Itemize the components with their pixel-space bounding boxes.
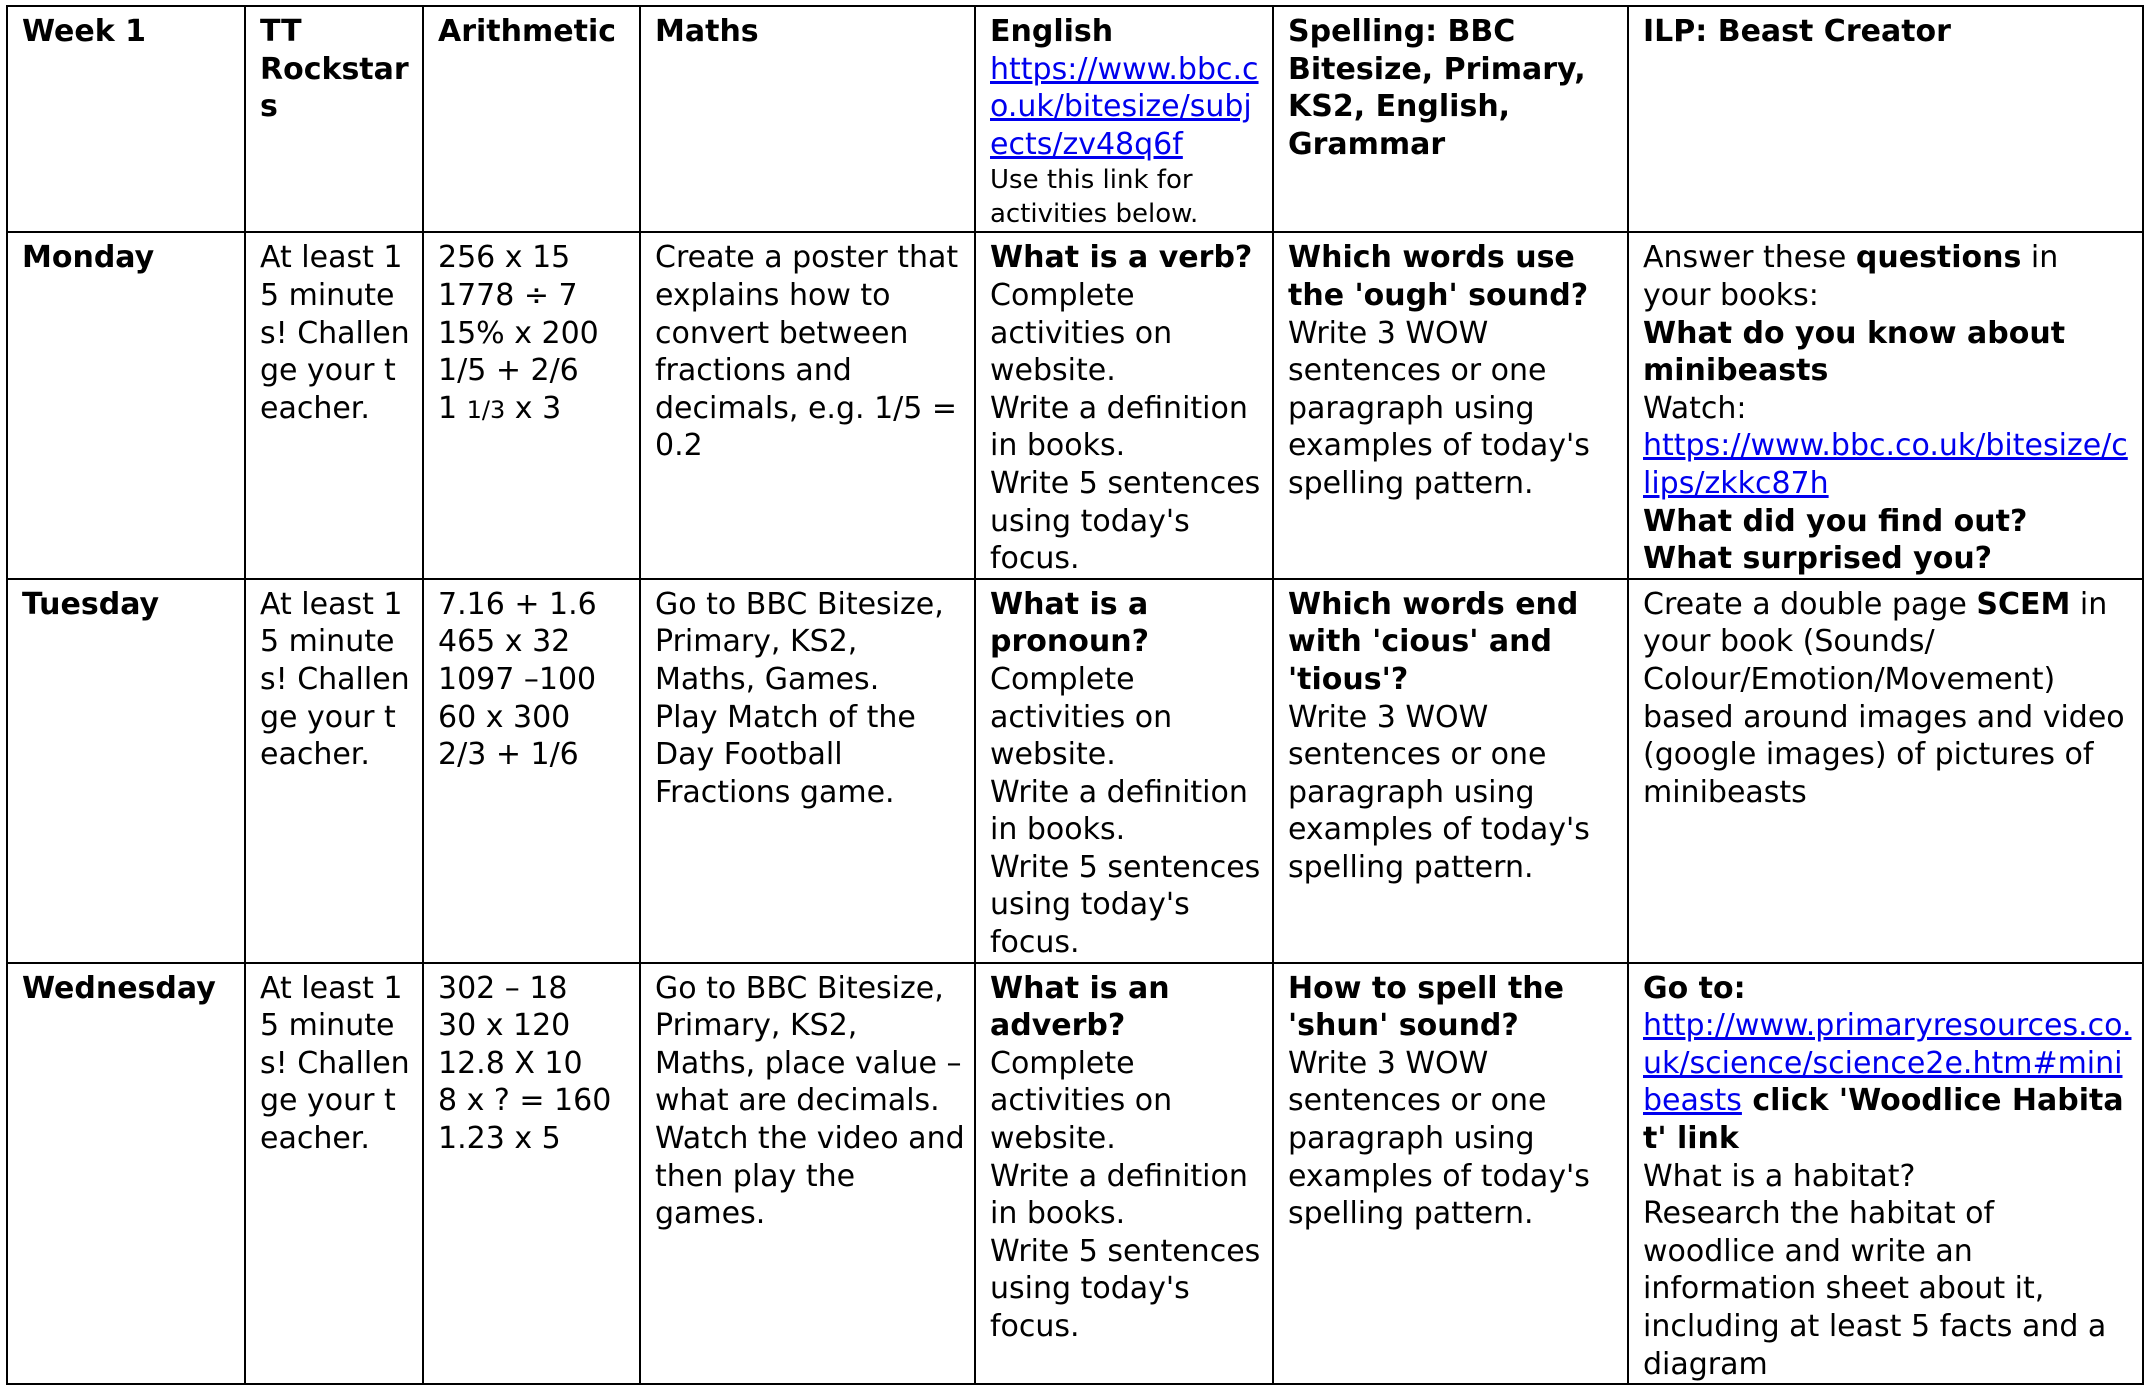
header-arithmetic	[423, 6, 640, 232]
monday-tt-cell	[245, 232, 423, 578]
spelling-question: Which words end with 'cious' and 'tious'?	[1288, 586, 1579, 697]
monday-spelling-cell	[1273, 232, 1628, 578]
tuesday-ilp-cell	[1628, 579, 2143, 963]
ilp-intro	[1643, 239, 2134, 314]
ilp-task-c: in your book (Sounds/ Colour/Emotion/Movement) based around images and video (google images) of pictures of minibeasts	[1643, 586, 2125, 810]
arithmetic-item: 30 x 120	[438, 1008, 571, 1044]
ilp-bitesize-clip-link[interactable]: https://www.bbc.co.uk/bitesize/clips/zkkc87h	[1643, 428, 2128, 501]
arithmetic-item: 1778 ÷ 7	[438, 277, 578, 313]
arithmetic-item: 465 x 32	[438, 624, 571, 660]
ilp-intro-c: in your books:	[1643, 240, 2059, 313]
arithmetic-item: 256 x 15	[438, 240, 571, 276]
ilp-task: Research the habitat of woodlice and write an information sheet about it, including at least 5 facts and a diagram	[1643, 1196, 2107, 1382]
spelling-question: How to spell the 'shun' sound?	[1288, 970, 1565, 1044]
wednesday-maths-cell	[640, 963, 975, 1385]
wednesday-tt-cell	[245, 963, 423, 1385]
spelling-task: Write 3 WOW sentences or one paragraph using examples of today's spelling pattern.	[1288, 315, 1590, 501]
spelling-question: Which words use the 'ough' sound?	[1288, 240, 1589, 313]
wednesday-day-cell	[7, 963, 245, 1385]
wednesday-tt-text: At least 15 minutes! Challenge your teacher.	[260, 970, 410, 1157]
english-task: Write a definition in books.	[990, 774, 1248, 848]
wednesday-english-cell	[975, 963, 1273, 1385]
monday-row	[7, 232, 2143, 578]
tuesday-arithmetic-cell	[423, 579, 640, 963]
maths-task: Go to BBC Bitesize, Primary, KS2, Maths, Games.	[655, 586, 944, 697]
arithmetic-item: 302 – 18	[438, 970, 568, 1006]
ilp-question: What did you find out?	[1643, 503, 2028, 539]
ilp-watch-label: Watch:	[1643, 390, 1747, 426]
ilp-question: What do you know about minibeasts	[1643, 315, 2066, 389]
header-maths	[640, 6, 975, 232]
english-task: Write 5 sentences using today's focus.	[990, 465, 1261, 577]
maths-task: Go to BBC Bitesize, Primary, KS2, Maths, place value – what are decimals.	[655, 970, 962, 1119]
tuesday-row	[7, 579, 2143, 963]
ilp-intro-bold: questions	[1855, 240, 2022, 276]
ilp-question: What is a habitat?	[1643, 1158, 1916, 1194]
arithmetic-item	[438, 390, 631, 430]
english-task: Write a definition in books.	[990, 1158, 1248, 1232]
ilp-question: What surprised you?	[1643, 541, 1993, 577]
arithmetic-item: 1097 –100	[438, 661, 597, 697]
ilp-task-scem: SCEM	[1976, 586, 2071, 622]
ilp-click-instruction: click 'Woodlice Habitat' link	[1643, 1083, 2124, 1157]
wednesday-spelling-cell	[1273, 963, 1628, 1385]
monday-maths-text: Create a poster that explains how to convert between fractions and decimals, e.g. 1/5 = 0.2	[655, 240, 959, 464]
header-english	[975, 6, 1273, 232]
header-tt	[245, 6, 423, 232]
mixed-number-op: x 3	[505, 390, 562, 426]
english-task: Complete activities on website.	[990, 1045, 1173, 1157]
wednesday-row	[7, 963, 2143, 1385]
monday-english-cell	[975, 232, 1273, 578]
tuesday-tt-text: At least 15 minutes! Challenge your teacher.	[260, 586, 410, 773]
arithmetic-item: 15% x 200	[438, 315, 599, 351]
arithmetic-item: 2/3 + 1/6	[438, 737, 579, 773]
tuesday-tt-cell	[245, 579, 423, 963]
header-spelling	[1273, 6, 1628, 232]
ilp-goto-label: Go to:	[1643, 970, 1746, 1006]
english-question: What is a pronoun?	[990, 586, 1149, 660]
maths-task: Watch the video and then play the games.	[655, 1121, 965, 1232]
english-question: What is a verb?	[990, 240, 1253, 276]
monday-tt-text: At least 15 minutes! Challenge your teacher.	[260, 240, 410, 426]
arithmetic-item: 12.8 X 10	[438, 1045, 583, 1081]
primary-resources-link[interactable]: http://www.primaryresources.co.uk/science/science2e.htm#minibeasts	[1643, 1008, 2132, 1119]
english-task: Write a definition in books.	[990, 390, 1248, 464]
monday-maths-cell	[640, 232, 975, 578]
english-task: Write 5 sentences using today's focus.	[990, 849, 1261, 961]
day-label-monday: Monday	[22, 240, 155, 276]
english-task: Complete activities on website.	[990, 661, 1173, 773]
header-week	[7, 6, 245, 232]
wednesday-arithmetic-cell	[423, 963, 640, 1385]
tuesday-day-cell	[7, 579, 245, 963]
spelling-task: Write 3 WOW sentences or one paragraph using examples of today's spelling pattern.	[1288, 699, 1590, 885]
arithmetic-item: 1.23 x 5	[438, 1121, 561, 1157]
wednesday-ilp-cell	[1628, 963, 2143, 1385]
ilp-link-line	[1643, 1007, 2134, 1157]
english-link-note: Use this link for activities below.	[990, 165, 1199, 230]
monday-arithmetic-cell	[423, 232, 640, 578]
ilp-intro-a: Answer these	[1643, 240, 1856, 276]
maths-task: Play Match of the Day Football Fractions game.	[655, 699, 916, 810]
tt-rockstars-heading: TT Rockstars	[260, 14, 409, 125]
ilp-heading: ILP: Beast Creator	[1643, 14, 1951, 49]
weekly-plan-table	[6, 5, 2144, 1385]
day-label-wednesday: Wednesday	[22, 970, 216, 1006]
day-label-tuesday: Tuesday	[22, 586, 160, 622]
arithmetic-item: 1/5 + 2/6	[438, 353, 579, 389]
arithmetic-item: 8 x ? = 160	[438, 1083, 612, 1119]
tuesday-maths-cell	[640, 579, 975, 963]
english-heading: English	[990, 14, 1114, 49]
tuesday-english-cell	[975, 579, 1273, 963]
arithmetic-item: 60 x 300	[438, 699, 571, 735]
header-row	[7, 6, 2143, 232]
ilp-task-a: Create a double page	[1643, 586, 1977, 622]
maths-heading: Maths	[655, 14, 759, 49]
monday-ilp-cell	[1628, 232, 2143, 578]
week-label: Week 1	[22, 14, 146, 49]
spelling-task: Write 3 WOW sentences or one paragraph using examples of today's spelling pattern.	[1288, 1045, 1590, 1232]
arithmetic-item: 7.16 + 1.6	[438, 586, 597, 622]
header-ilp	[1628, 6, 2143, 232]
tuesday-spelling-cell	[1273, 579, 1628, 963]
english-bitesize-link[interactable]: https://www.bbc.co.uk/bitesize/subjects/zv48q6f	[990, 51, 1259, 162]
english-task: Write 5 sentences using today's focus.	[990, 1233, 1261, 1344]
spelling-heading: Spelling: BBC Bitesize, Primary, KS2, English, Grammar	[1288, 14, 1586, 162]
arithmetic-heading: Arithmetic	[438, 14, 617, 49]
mixed-number-fraction: 1/3	[466, 395, 506, 424]
monday-day-cell	[7, 232, 245, 578]
mixed-number-whole: 1	[438, 390, 467, 426]
english-question: What is an adverb?	[990, 970, 1170, 1044]
english-task: Complete activities on website.	[990, 277, 1173, 389]
